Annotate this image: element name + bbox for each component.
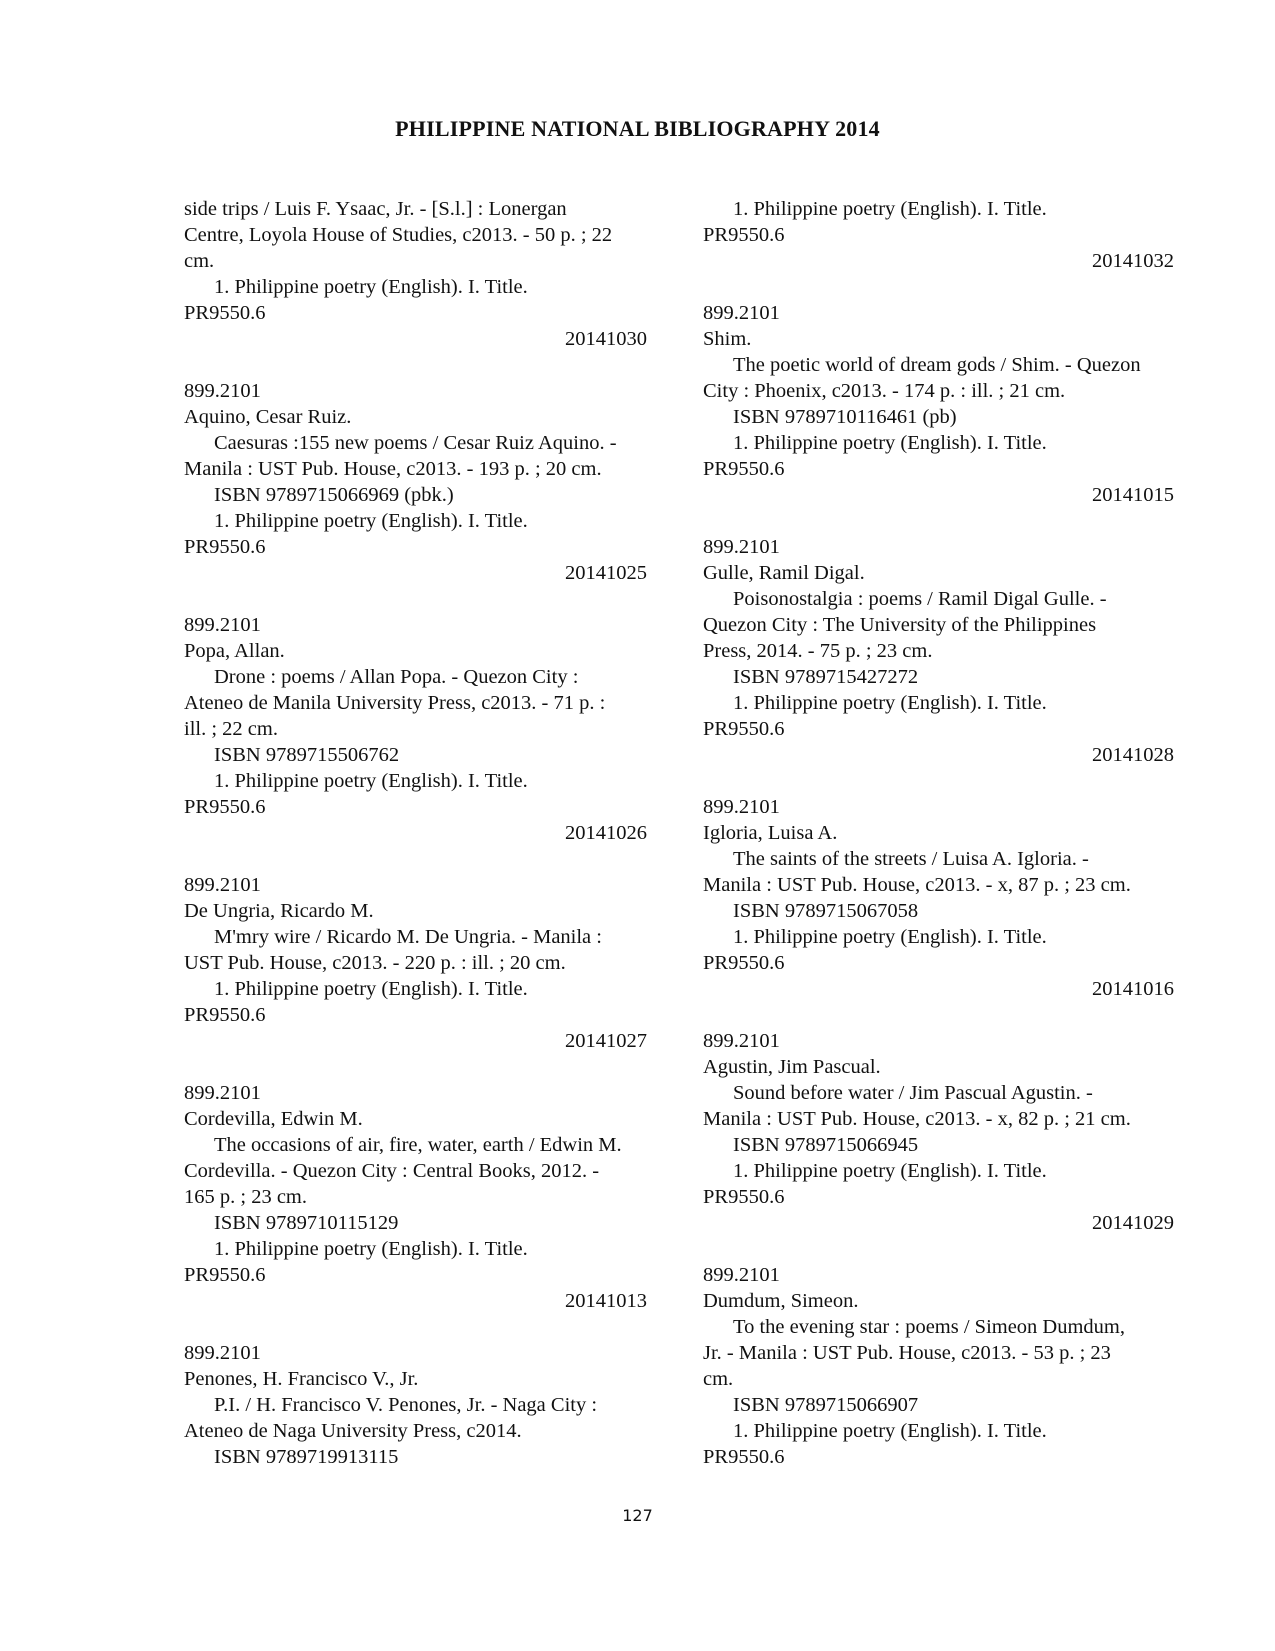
entry-line: 1. Philippine poetry (English). I. Title. [214, 276, 528, 298]
entry-line: 899.2101 [703, 1264, 780, 1286]
record-control-number: 20141016 [1092, 978, 1174, 1000]
entry-line: PR9550.6 [703, 952, 785, 974]
entry-line: Popa, Allan. [184, 640, 285, 662]
entry-line: Cordevilla. - Quezon City : Central Books, 2012. - [184, 1160, 600, 1182]
entry-line: Aquino, Cesar Ruiz. [184, 406, 352, 428]
entry-spacer [703, 768, 1190, 794]
entry-line: PR9550.6 [703, 1186, 785, 1208]
entry-line: ISBN 9789715506762 [214, 744, 400, 766]
entry-spacer [184, 586, 652, 612]
entry-line: Poisonostalgia : poems / Ramil Digal Gulle. - [733, 588, 1107, 610]
record-control-number: 20141032 [1092, 250, 1174, 272]
entry-line: cm. [184, 250, 215, 272]
page-number: 127 [622, 1506, 653, 1525]
entry-line: 1. Philippine poetry (English). I. Title. [214, 1238, 528, 1260]
entry-line: Ateneo de Manila University Press, c2013. - 71 p. : [184, 692, 606, 714]
record-control-number: 20141027 [565, 1030, 647, 1052]
entry-line: Manila : UST Pub. House, c2013. - 193 p. ; 20 cm. [184, 458, 602, 480]
entry-line: PR9550.6 [184, 536, 266, 558]
entry-line: ISBN 9789715427272 [733, 666, 919, 688]
entry-line: 899.2101 [703, 536, 780, 558]
record-control-number: 20141013 [565, 1290, 647, 1312]
record-control-number: 20141028 [1092, 744, 1174, 766]
entry-line: Caesuras :155 new poems / Cesar Ruiz Aquino. - [214, 432, 617, 454]
entry-line: Centre, Loyola House of Studies, c2013. - 50 p. ; 22 [184, 224, 613, 246]
entry-line: Shim. [703, 328, 752, 350]
entry-line: 899.2101 [184, 614, 261, 636]
entry-line: ISBN 9789719913115 [214, 1446, 399, 1468]
entry-line: Quezon City : The University of the Philippines [703, 614, 1097, 636]
entry-line: 899.2101 [184, 874, 261, 896]
entry-line: 1. Philippine poetry (English). I. Title. [733, 926, 1047, 948]
record-control-number: 20141015 [1092, 484, 1174, 506]
entry-line: 1. Philippine poetry (English). I. Title. [214, 770, 528, 792]
entry-spacer [703, 1236, 1190, 1262]
entry-line: Gulle, Ramil Digal. [703, 562, 865, 584]
entry-line: Dumdum, Simeon. [703, 1290, 859, 1312]
entry-line: 1. Philippine poetry (English). I. Title. [733, 198, 1047, 220]
page-header: PHILIPPINE NATIONAL BIBLIOGRAPHY 2014 [395, 116, 880, 141]
entry-spacer [184, 1054, 652, 1080]
record-control-number: 20141029 [1092, 1212, 1174, 1234]
entry-line: 165 p. ; 23 cm. [184, 1186, 307, 1208]
entry-line: UST Pub. House, c2013. - 220 p. : ill. ; 20 cm. [184, 952, 566, 974]
entry-line: The poetic world of dream gods / Shim. - Quezon [733, 354, 1141, 376]
entry-line: P.I. / H. Francisco V. Penones, Jr. - Naga City : [214, 1394, 598, 1416]
entry-line: Jr. - Manila : UST Pub. House, c2013. - 53 p. ; 23 [703, 1342, 1111, 1364]
entry-line: Agustin, Jim Pascual. [703, 1056, 881, 1078]
entry-line: side trips / Luis F. Ysaac, Jr. - [S.l.] : Lonergan [184, 198, 567, 220]
entry-line: The saints of the streets / Luisa A. Igloria. - [733, 848, 1089, 870]
entry-line: De Ungria, Ricardo M. [184, 900, 374, 922]
left-column [184, 196, 652, 1470]
entry-line: ISBN 9789710115129 [214, 1212, 399, 1234]
entry-line: ISBN 9789715067058 [733, 900, 919, 922]
entry-line: 899.2101 [184, 380, 261, 402]
right-column [703, 196, 1190, 1470]
entry-line: 1. Philippine poetry (English). I. Title. [214, 978, 528, 1000]
entry-line: ISBN 9789715066945 [733, 1134, 919, 1156]
entry-line: 1. Philippine poetry (English). I. Title. [733, 1160, 1047, 1182]
entry-spacer [703, 508, 1190, 534]
record-control-number: 20141030 [565, 328, 647, 350]
entry-line: 1. Philippine poetry (English). I. Title. [733, 692, 1047, 714]
entry-line: Sound before water / Jim Pascual Agustin. - [733, 1082, 1093, 1104]
entry-line: 899.2101 [184, 1082, 261, 1104]
entry-line: PR9550.6 [703, 718, 785, 740]
entry-line: M'mry wire / Ricardo M. De Ungria. - Manila : [214, 926, 602, 948]
entry-line: Drone : poems / Allan Popa. - Quezon City : [214, 666, 579, 688]
entry-line: ISBN 9789710116461 (pb) [733, 406, 957, 428]
record-control-number: 20141025 [565, 562, 647, 584]
entry-line: Press, 2014. - 75 p. ; 23 cm. [703, 640, 933, 662]
entry-line: PR9550.6 [703, 224, 785, 246]
entry-line: City : Phoenix, c2013. - 174 p. : ill. ; 21 cm. [703, 380, 1066, 402]
entry-line: cm. [703, 1368, 734, 1390]
entry-line: 899.2101 [703, 1030, 780, 1052]
entry-line: Penones, H. Francisco V., Jr. [184, 1368, 419, 1390]
record-control-number: 20141026 [565, 822, 647, 844]
entry-line: Manila : UST Pub. House, c2013. - x, 82 p. ; 21 cm. [703, 1108, 1131, 1130]
entry-line: PR9550.6 [184, 1004, 266, 1026]
entry-line: PR9550.6 [184, 796, 266, 818]
entry-line: Igloria, Luisa A. [703, 822, 838, 844]
entry-line: ill. ; 22 cm. [184, 718, 278, 740]
entry-line: Cordevilla, Edwin M. [184, 1108, 363, 1130]
entry-spacer [703, 274, 1190, 300]
entry-line: Ateneo de Naga University Press, c2014. [184, 1420, 522, 1442]
entry-line: PR9550.6 [703, 458, 785, 480]
entry-spacer [184, 352, 652, 378]
entry-line: PR9550.6 [703, 1446, 785, 1468]
entry-line: Manila : UST Pub. House, c2013. - x, 87 p. ; 23 cm. [703, 874, 1131, 896]
entry-line: The occasions of air, fire, water, earth / Edwin M. [214, 1134, 622, 1156]
entry-spacer [703, 1002, 1190, 1028]
entry-line: ISBN 9789715066969 (pbk.) [214, 484, 454, 506]
entry-line: 1. Philippine poetry (English). I. Title. [733, 432, 1047, 454]
entry-line: PR9550.6 [184, 1264, 266, 1286]
entry-spacer [184, 846, 652, 872]
entry-line: 899.2101 [703, 796, 780, 818]
entry-line: PR9550.6 [184, 302, 266, 324]
entry-line: 1. Philippine poetry (English). I. Title. [733, 1420, 1047, 1442]
entry-line: 899.2101 [184, 1342, 261, 1364]
entry-spacer [184, 1314, 652, 1340]
entry-line: ISBN 9789715066907 [733, 1394, 919, 1416]
entry-line: To the evening star : poems / Simeon Dumdum, [733, 1316, 1126, 1338]
entry-line: 1. Philippine poetry (English). I. Title. [214, 510, 528, 532]
entry-line: 899.2101 [703, 302, 780, 324]
